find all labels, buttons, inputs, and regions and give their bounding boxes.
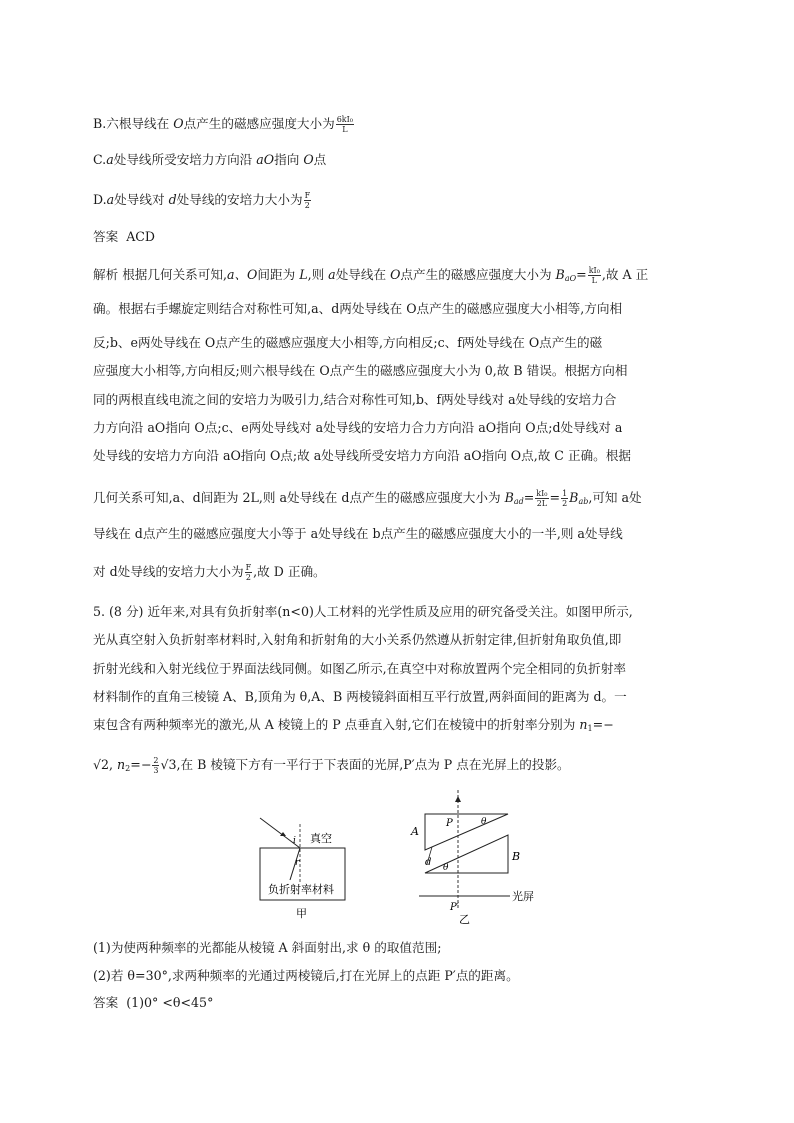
fraction (535, 489, 548, 508)
frac-num: kI₀ (588, 266, 600, 275)
yi-label-d: d (425, 857, 432, 868)
option-b-prefix: B.六根导线在 (93, 116, 174, 131)
question-2: (2)若 θ=30°,求两种频率的光通过两棱镜后,打在光屏上的点距 P′点的距离。 (93, 968, 519, 983)
root: √3 (160, 757, 177, 772)
answer-2-value: (1)0° <θ<45° (126, 995, 214, 1010)
option-d-a: a (106, 192, 115, 207)
analysis-text: 处导线在 (335, 267, 391, 282)
analysis-text: ,则 (307, 267, 329, 282)
problem-5-line-6 (93, 756, 570, 778)
frac-den: 2 (562, 499, 568, 508)
analysis-text: L (299, 267, 308, 282)
fraction (588, 266, 601, 285)
yi-label-a: A (411, 825, 419, 838)
jia-label-r: r (295, 858, 300, 868)
problem-5-line-2: 光从真空射入负折射率材料时,入射角和折射角的大小关系仍然遵从折射定律,但折射角取负值,即 (93, 632, 622, 647)
option-c-mid: 处导线所受安培力方向沿 (113, 152, 257, 167)
analysis-text: 几何关系可知,a、d间距为 2L,则 a处导线在 d点产生的磁感应强度大小为 (93, 490, 505, 505)
problem-5-line-5 (93, 716, 614, 738)
symbol-n1: n (579, 717, 588, 732)
answer-1-label: 答案 (93, 229, 119, 244)
option-d (93, 191, 312, 210)
figure-jia (250, 810, 360, 925)
symbol-n2-sub: 2 (125, 764, 131, 773)
problem-text: 束包含有两种频率光的激光,从 A 棱镜上的 P 点垂直入射,它们在棱镜中的折射率分别为 (93, 717, 580, 732)
problem-text: =− (592, 717, 614, 732)
frac-num: 1 (562, 489, 568, 498)
fraction (152, 756, 159, 775)
option-d-frac-den: 2 (304, 201, 310, 210)
analysis-text: 对 d处导线的安培力大小为 (93, 564, 244, 579)
analysis-text: O (390, 267, 401, 282)
yi-label-theta-2: θ (443, 863, 449, 873)
option-d-end: 处导线的安培力大小为 (176, 192, 303, 207)
symbol-n1-sub: 1 (587, 724, 593, 733)
equals: = (523, 490, 535, 505)
symbol-b-sub: ab (578, 497, 589, 506)
analysis-text: ,可知 a处 (588, 490, 642, 505)
jia-label-i: i (293, 836, 296, 846)
analysis-line-5: 同的两根直线电流之间的安培力为吸引力,结合对称性可知,b、f两处导线对 a处导线的安培力合 (93, 392, 617, 407)
analysis-text: 点产生的磁感应强度大小为 (400, 267, 556, 282)
option-d-mid: 处导线对 (114, 192, 169, 207)
equals: = (576, 267, 587, 282)
symbol-n2: n (117, 757, 126, 772)
analysis-line-1 (93, 266, 648, 288)
option-b-frac-num: 6kI₀ (336, 115, 353, 124)
jia-label-vacuum: 真空 (310, 832, 332, 845)
analysis-line-8 (93, 489, 642, 511)
option-b (93, 115, 355, 134)
option-d-frac-num: F (304, 191, 311, 200)
frac-den: 2L (536, 499, 548, 508)
answer-1 (93, 228, 155, 246)
answer-2 (93, 994, 213, 1012)
jia-label-material: 负折射率材料 (268, 883, 334, 896)
problem-text: ,在 B 棱镜下方有一平行于下表面的光屏,P′点为 P 点在光屏上的投影。 (176, 757, 570, 772)
frac-num: F (245, 563, 252, 572)
option-b-fraction (336, 115, 354, 134)
symbol-b-sub: aO (564, 274, 577, 283)
yi-caption: 乙 (459, 913, 470, 926)
yi-label-p: P (446, 818, 453, 829)
analysis-line-4: 应强度大小相等,方向相反;则六根导线在 O点产生的磁感应强度大小为 0,故 B 错误。根据方向相 (93, 363, 628, 378)
frac-den: L (591, 276, 597, 285)
option-c-end: 指向 (274, 152, 304, 167)
yi-label-theta-1: θ (481, 817, 487, 827)
option-d-prefix: D. (93, 192, 107, 207)
option-d-fraction (304, 191, 312, 210)
problem-text: √2, (93, 757, 118, 772)
symbol-b-sub: ad (513, 497, 524, 506)
yi-prism-b (425, 835, 508, 873)
analysis-line-9: 导线在 d点产生的磁感应强度大小等于 a处导线在 b点产生的磁感应强度大小的一半,则 a处导线 (93, 526, 623, 541)
yi-prism-a (425, 814, 508, 850)
frac-num: 2 (153, 756, 159, 765)
analysis-text: 间距为 (257, 267, 300, 282)
option-b-o: O (173, 116, 184, 131)
jia-caption: 甲 (296, 907, 307, 920)
analysis-line-7: 处导线的安培力方向沿 aO指向 O点;故 a处导线所受安培力方向沿 aO指向 O点,故 C 正确。根据 (93, 448, 631, 463)
analysis-line-6: 力方向沿 aO指向 O点;c、e两处导线对 a处导线的安培力合力方向沿 aO指向 O点;d处导线对 a (93, 420, 623, 435)
option-c-tail: 点 (313, 152, 327, 167)
problem-5-line-3: 折射光线和入射光线位于界面法线同侧。如图乙所示,在真空中对称放置两个完全相同的负折射率 (93, 661, 626, 676)
analysis-line-3: 反;b、e两处导线在 O点产生的磁感应强度大小相等,方向相反;c、f两处导线在 O点产生的磁 (93, 335, 603, 350)
yi-arrow-head (455, 796, 461, 802)
frac-den: 3 (153, 766, 159, 775)
option-c-ao: aO (256, 152, 275, 167)
symbol-b: B (569, 490, 579, 505)
analysis-text: 解析 根据几何关系可知, (93, 267, 227, 282)
option-d-d: d (168, 192, 177, 207)
fraction (245, 563, 253, 582)
analysis-text: ,故 D 正确。 (253, 564, 326, 579)
problem-5-line-1: 5. (8 分) 近年来,对具有负折射率(n<0)人工材料的光学性质及应用的研究备受关注。如图甲所示, (93, 604, 633, 619)
analysis-line-2: 确。根据右手螺旋定则结合对称性可知,a、d两处导线在 O点产生的磁感应强度大小相等,方向相 (93, 301, 623, 316)
answer-2-label: 答案 (93, 995, 119, 1010)
answer-1-value: ACD (126, 229, 156, 244)
equals: = (549, 490, 561, 505)
analysis-text: a (328, 267, 336, 282)
problem-5-line-4: 材料制作的直角三棱镜 A、B,顶角为 θ,A、B 两棱镜斜面相互平行放置,两斜面间的距离为 d。一 (93, 689, 627, 704)
analysis-line-10 (93, 563, 326, 582)
option-c (93, 151, 326, 169)
yi-label-p-prime: P′ (450, 902, 459, 913)
question-1: (1)为使两种频率的光都能从棱镜 A 斜面射出,求 θ 的取值范围; (93, 940, 442, 955)
option-b-mid: 点产生的磁感应强度大小为 (183, 116, 335, 131)
option-c-a: a (106, 152, 114, 167)
analysis-text: ,故 A 正 (601, 267, 649, 282)
analysis-text: a、O (226, 267, 258, 282)
frac-den: 2 (245, 573, 251, 582)
yi-label-b: B (512, 850, 521, 863)
option-c-prefix: C. (93, 152, 107, 167)
fraction-half (561, 489, 568, 508)
symbol-b: B (504, 490, 514, 505)
symbol-b: B (555, 267, 565, 282)
option-b-frac-den: L (342, 125, 348, 134)
frac-num: kI₀ (536, 489, 548, 498)
figure-yi (405, 788, 565, 928)
equals: =− (130, 757, 152, 772)
yi-label-screen: 光屏 (512, 890, 534, 903)
option-c-o: O (303, 152, 314, 167)
